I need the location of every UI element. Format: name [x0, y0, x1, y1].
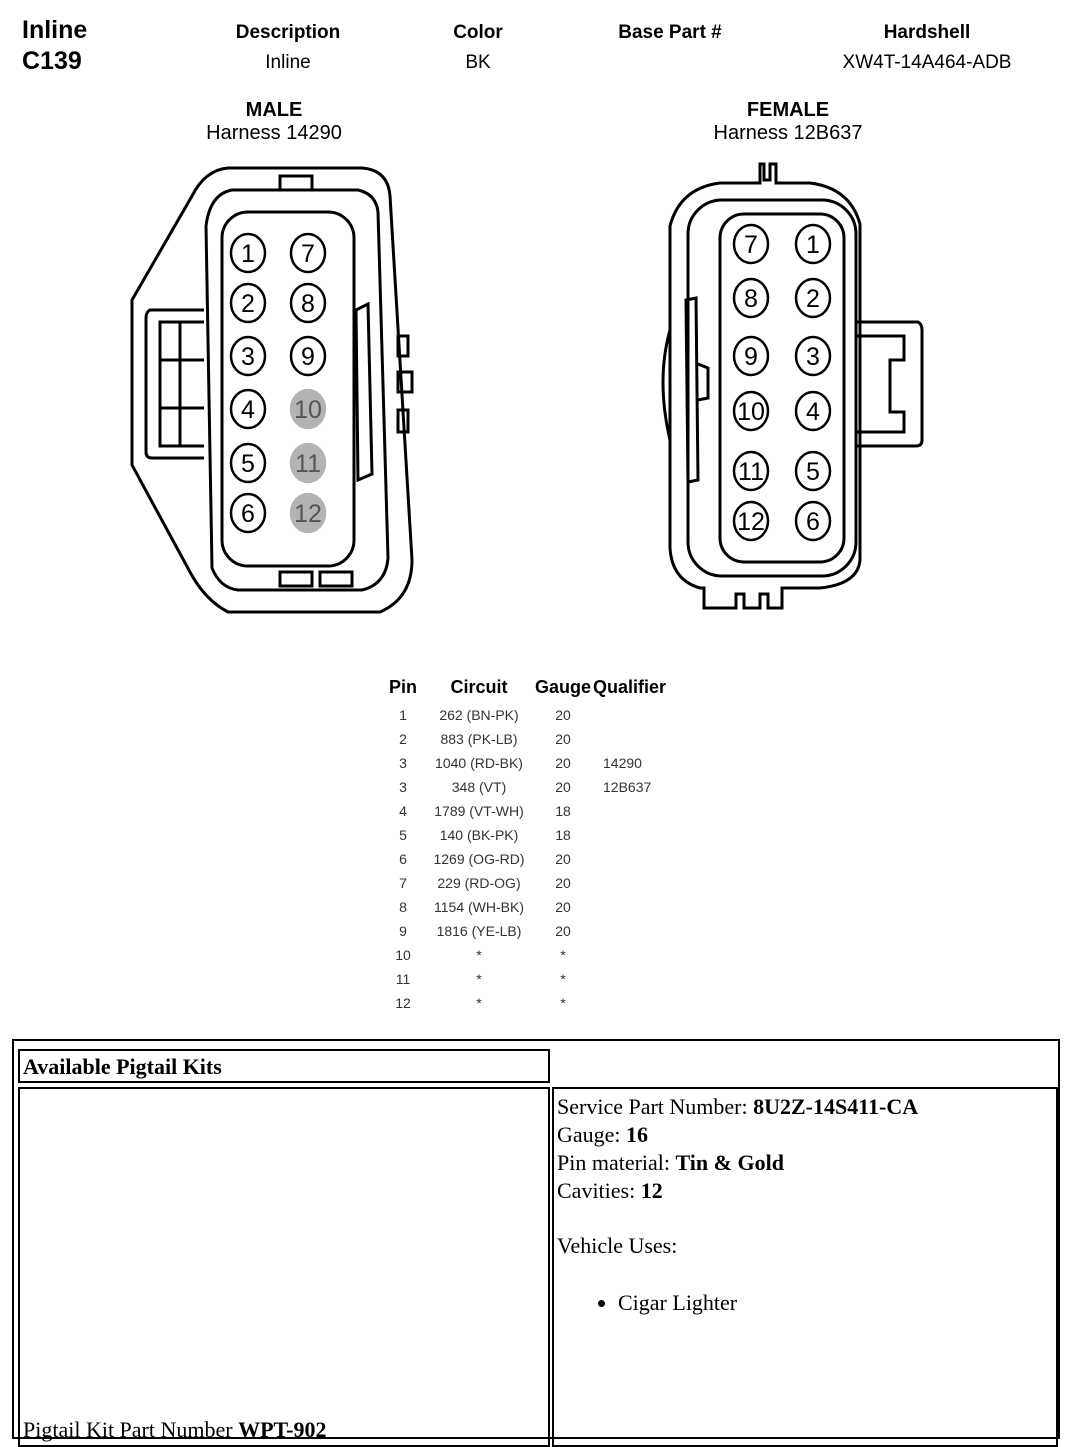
pin-table-row — [381, 727, 693, 751]
female-pin-label: 12 — [737, 508, 765, 536]
pin-table-row — [381, 991, 693, 1015]
pin-cell: 9 — [399, 923, 407, 939]
qualifier-cell — [593, 799, 693, 823]
qualifier-cell: 12B637 — [603, 779, 652, 795]
qualifier-cell — [593, 967, 693, 991]
male-connector — [132, 168, 412, 612]
male-pin-label: 5 — [241, 450, 255, 478]
circuit-cell: 1789 (VT-WH) — [434, 803, 524, 819]
pigtail-kits-title-cell — [18, 1049, 550, 1083]
pin-table-row — [381, 751, 693, 775]
gauge-cell: * — [560, 971, 566, 987]
circuit-header: Circuit — [450, 677, 508, 697]
gauge-cell: 20 — [555, 851, 571, 867]
pigtail-kit-number: WPT-902 — [238, 1417, 327, 1442]
male-bottom-tab-left — [280, 572, 312, 586]
female-pin-label: 4 — [806, 398, 820, 426]
pin-header: Pin — [388, 677, 417, 697]
pin-cell: 6 — [399, 851, 407, 867]
connector-type: Inline — [22, 16, 88, 44]
hardshell-value: XW4T-14A464-ADB — [842, 52, 1012, 73]
pin-table-row — [381, 823, 693, 847]
pin-table-header — [381, 677, 693, 703]
qualifier-cell — [593, 919, 693, 943]
pigtail-kits-title: Available Pigtail Kits — [23, 1054, 222, 1079]
qualifier-cell — [593, 943, 693, 967]
circuit-cell: 1816 (YE-LB) — [436, 923, 522, 939]
service-part-value: 8U2Z-14S411-CA — [753, 1094, 919, 1119]
male-pin-label: 10 — [294, 396, 322, 424]
pin-cell: 1 — [399, 707, 407, 723]
circuit-cell: 1269 (OG-RD) — [433, 851, 525, 867]
circuit-cell: * — [476, 971, 482, 987]
pin-table-row — [381, 895, 693, 919]
gauge-line — [554, 1121, 1056, 1149]
vehicle-uses-list — [554, 1289, 1056, 1317]
pin-cell: 10 — [395, 947, 411, 963]
gauge-cell: 20 — [555, 923, 571, 939]
cavities-line — [554, 1177, 1056, 1205]
connector-drawings — [0, 0, 1072, 640]
female-outer-shell — [670, 164, 860, 608]
qualifier-cell — [593, 823, 693, 847]
circuit-cell: 1040 (RD-BK) — [435, 755, 523, 771]
gauge-cell: 20 — [555, 755, 571, 771]
pin-table-row — [381, 799, 693, 823]
pin-cell: 7 — [399, 875, 407, 891]
female-pin-label: 7 — [744, 231, 758, 259]
male-bottom-tab-right — [320, 572, 352, 586]
vehicle-uses-label: Vehicle Uses: — [557, 1233, 678, 1258]
male-harness: Harness 14290 — [206, 122, 342, 144]
female-pin-label: 6 — [806, 508, 820, 536]
circuit-cell: 140 (BK-PK) — [439, 827, 519, 843]
pin-cell: 3 — [399, 779, 407, 795]
male-pin-label: 12 — [294, 500, 322, 528]
pigtail-kit-number-line — [20, 1416, 330, 1444]
gauge-header: Gauge — [534, 677, 591, 697]
pin-cell: 3 — [399, 755, 407, 771]
description-heading: Description — [235, 22, 341, 43]
circuit-cell: 883 (PK-LB) — [440, 731, 518, 747]
qualifier-cell: 14290 — [603, 755, 642, 771]
circuit-cell: 348 (VT) — [451, 779, 507, 795]
pigtail-spec-cell — [552, 1087, 1058, 1447]
service-part-label: Service Part Number: — [557, 1094, 748, 1119]
gauge-cell: 20 — [555, 899, 571, 915]
male-pin-label: 1 — [241, 240, 255, 268]
gauge-cell: 18 — [555, 803, 571, 819]
gauge-label: Gauge: — [557, 1122, 621, 1147]
qualifier-cell — [593, 847, 693, 871]
pigtail-kit-label: Pigtail Kit Part Number — [23, 1417, 233, 1442]
female-pin-label: 10 — [737, 398, 765, 426]
pin-table — [381, 677, 693, 1015]
qualifier-cell — [593, 727, 693, 751]
qualifier-cell — [593, 991, 693, 1015]
female-harness: Harness 12B637 — [713, 122, 863, 144]
female-pin-label: 5 — [806, 458, 820, 486]
male-pin-label: 7 — [301, 240, 315, 268]
gauge-cell: * — [560, 947, 566, 963]
pin-cell: 4 — [399, 803, 407, 819]
female-pin-label: 9 — [744, 343, 758, 371]
gauge-cell: 20 — [555, 875, 571, 891]
circuit-cell: 229 (RD-OG) — [437, 875, 521, 891]
circuit-cell: 1154 (WH-BK) — [434, 899, 524, 915]
pin-table-row — [381, 775, 693, 799]
gauge-cell: * — [560, 995, 566, 1011]
description-value: Inline — [265, 52, 311, 73]
male-pin-label: 8 — [301, 290, 315, 318]
pin-table-row — [381, 967, 693, 991]
pin-table-row — [381, 943, 693, 967]
male-title: MALE — [245, 99, 303, 121]
base-part-heading: Base Part # — [618, 22, 722, 43]
pin-table-row — [381, 919, 693, 943]
male-pin-label: 3 — [241, 343, 255, 371]
pin-material-value: Tin & Gold — [675, 1150, 784, 1175]
color-heading: Color — [453, 22, 503, 43]
male-key-1 — [398, 336, 408, 356]
male-left-latch — [146, 310, 204, 458]
pin-table-row — [381, 847, 693, 871]
gauge-cell: 20 — [555, 779, 571, 795]
gauge-cell: 18 — [555, 827, 571, 843]
color-value: BK — [465, 52, 491, 73]
pin-cell: 5 — [399, 827, 407, 843]
pin-cell: 2 — [399, 731, 407, 747]
circuit-cell: 262 (BN-PK) — [439, 707, 519, 723]
female-connector — [663, 164, 922, 608]
male-pin-label: 2 — [241, 290, 255, 318]
cavities-value: 12 — [640, 1178, 663, 1203]
pigtail-kits-box — [12, 1039, 1060, 1442]
circuit-cell: * — [476, 995, 482, 1011]
female-title: FEMALE — [746, 99, 830, 121]
hardshell-heading: Hardshell — [883, 22, 971, 43]
qualifier-cell — [593, 703, 693, 727]
gauge-value: 16 — [626, 1122, 649, 1147]
pin-cell: 11 — [395, 971, 411, 987]
male-pin-label: 4 — [241, 396, 255, 424]
male-pin-label: 11 — [295, 450, 321, 478]
cavities-label: Cavities: — [557, 1178, 636, 1203]
pin-cell: 12 — [395, 995, 411, 1011]
pin-material-line — [554, 1149, 1056, 1177]
female-pin-label: 3 — [806, 343, 820, 371]
male-right-rib — [356, 304, 372, 480]
female-pin-label: 1 — [806, 231, 820, 259]
qualifier-header: Qualifier — [593, 677, 667, 697]
service-part-line — [554, 1093, 1056, 1121]
connector-id: C139 — [22, 47, 82, 75]
female-pin-label: 2 — [806, 285, 820, 313]
pin-table-row — [381, 703, 693, 727]
pigtail-kit-cell — [18, 1087, 550, 1447]
male-pin-label: 6 — [241, 500, 255, 528]
male-pin-label: 9 — [301, 343, 315, 371]
female-pin-label: 11 — [738, 458, 764, 486]
gauge-cell: 20 — [555, 707, 571, 723]
pin-cell: 8 — [399, 899, 407, 915]
circuit-cell: * — [476, 947, 482, 963]
gauge-cell: 20 — [555, 731, 571, 747]
qualifier-cell — [593, 895, 693, 919]
vehicle-use-item: • Cigar Lighter — [618, 1289, 1056, 1317]
pin-table-row — [381, 871, 693, 895]
male-top-tab — [280, 176, 312, 190]
male-left-latch-inner — [160, 322, 204, 446]
pin-material-label: Pin material: — [557, 1150, 671, 1175]
qualifier-cell — [593, 871, 693, 895]
female-pin-label: 8 — [744, 285, 758, 313]
